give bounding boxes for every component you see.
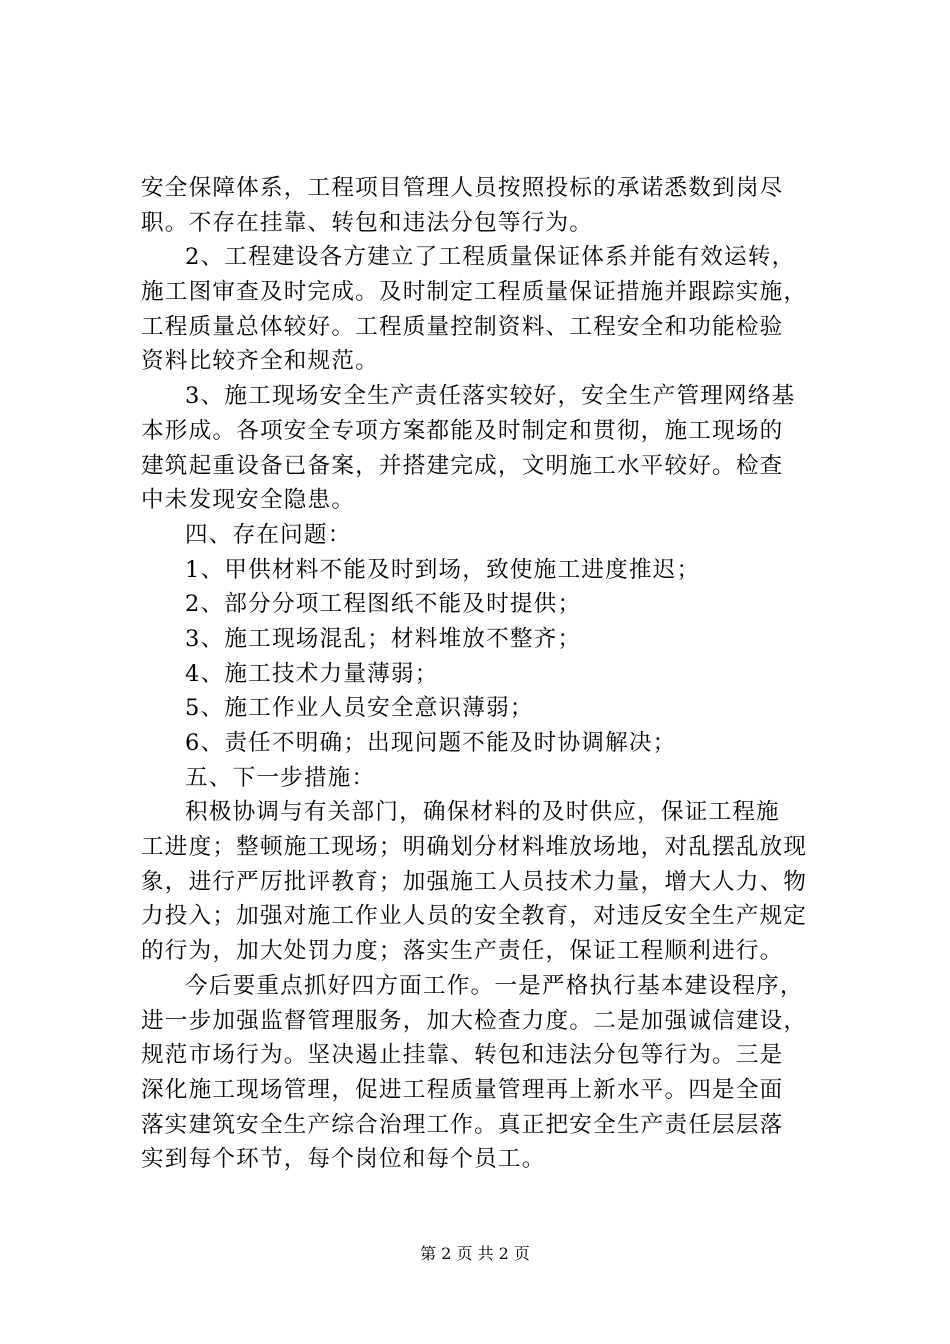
text-line: 规范市场行为。坚决遏止挂靠、转包和违法分包等行为。三是 (141, 1042, 784, 1069)
text-line: 安全保障体系，工程项目管理人员按照投标的承诺悉数到岗尽 (141, 175, 784, 201)
list-item: 4、施工技术力量薄弱； (185, 660, 439, 687)
text-line: 3、施工现场安全生产责任落实较好，安全生产管理网络基 (185, 383, 796, 410)
list-item: 5、施工作业人员安全意识薄弱； (185, 695, 534, 722)
text-line: 实到每个环节，每个岗位和每个员工。 (141, 1146, 546, 1173)
text-line: 的行为，加大处罚力度；落实生产责任，保证工程顺利进行。 (141, 938, 784, 965)
text-line: 工程质量总体较好。工程质量控制资料、工程安全和功能检验 (141, 313, 784, 340)
text-line: 力投入；加强对施工作业人员的安全教育，对违反安全生产规定 (141, 903, 808, 930)
text-line: 进一步加强监督管理服务，加大检查力度。二是加强诚信建设， (141, 1007, 808, 1034)
text-line: 施工图审查及时完成。及时制定工程质量保证措施并跟踪实施， (141, 279, 808, 306)
section-heading: 五、下一步措施： (185, 764, 376, 791)
text-line: 积极协调与有关部门，确保材料的及时供应，保证工程施 (185, 799, 780, 826)
list-item: 6、责任不明确；出现问题不能及时协调解决； (185, 730, 677, 756)
text-line: 工进度；整顿施工现场；明确划分材料堆放场地，对乱摆乱放现 (141, 834, 808, 861)
text-line: 落实建筑安全生产综合治理工作。真正把安全生产责任层层落 (141, 1111, 784, 1138)
text-line: 2、工程建设各方建立了工程质量保证体系并能有效运转， (185, 244, 796, 271)
list-item: 1、甲供材料不能及时到场，致使施工进度推迟； (185, 556, 701, 583)
text-line: 深化施工现场管理，促进工程质量管理再上新水平。四是全面 (141, 1076, 784, 1103)
text-line: 象，进行严厉批评教育；加强施工人员技术力量，增大人力、物 (141, 868, 808, 895)
body-text (141, 171, 831, 1177)
text-line: 本形成。各项安全专项方案都能及时制定和贯彻，施工现场的 (141, 417, 784, 444)
list-item: 3、施工现场混乱；材料堆放不整齐； (185, 625, 582, 652)
text-line: 建筑起重设备已备案，并搭建完成，文明施工水平较好。检查 (141, 452, 784, 479)
text-line: 今后要重点抓好四方面工作。一是严格执行基本建设程序， (185, 972, 804, 999)
section-heading: 四、存在问题： (185, 521, 352, 548)
text-line: 资料比较齐全和规范。 (141, 348, 379, 375)
text-line: 职。不存在挂靠、转包和违法分包等行为。 (141, 209, 594, 236)
list-item: 2、部分分项工程图纸不能及时提供； (185, 591, 582, 618)
page-number-footer: 第 2 页 共 2 页 (420, 1244, 530, 1263)
text-line: 中未发现安全隐患。 (141, 487, 356, 514)
